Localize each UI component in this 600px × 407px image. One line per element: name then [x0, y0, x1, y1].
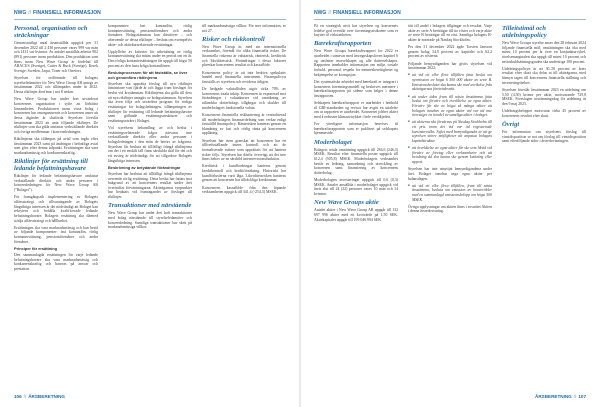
report-label: ÅRSBERETNING — [28, 394, 65, 399]
body-paragraph: Bolagets totala omsättning uppgick till 284,6 (246,3) MSEK. Resultat efter finansiella poster uppgick till 612,4 (505,8) MSEK. Moderbolagets verksamhet består av ledning, samordning och utveckling av koncernen samt finansiering av koncernens dotterbolag. — [314, 147, 398, 175]
bullet-item: ■ att överlåtelse av egna aktier får ske som likvid vid förvärv av företag eller verksamheter och att betalning då ska kunna ske genom kvittning eller apport. — [408, 146, 492, 165]
section-heading: Tilleitstimål och utdelningspolicy — [502, 25, 547, 39]
body-paragraph: Selskapets bærekraftsrapport er utarbeidet i henhold til GRI-standarden og revisor har avgitt en uttalelse om at rapporten er utarbeidet. Konsernet jobber aktivt med å redusere klimaavtrykket i hele verdikjeden. — [314, 101, 398, 119]
body-paragraph: New Wave Group har under året haft transaktioner med bolag närstående till styrelseledamöter och koncernledning. Samtliga transaktioner har skett på marknadsmässiga villkor. — [108, 211, 192, 230]
body-paragraph: Den sammanlagda ersättningen för varje ledande befattningshavare ska vara marknadsmässig och konkurrenskraftig och baseras på ansvar och prestation. — [14, 252, 98, 271]
page-footer — [14, 393, 65, 401]
right-page — [300, 0, 600, 407]
body-paragraph: Övriga upplysningar om aktien finns i avsnittet Aktien i denna årsredovisning. — [408, 204, 492, 214]
body-paragraph: Styrelsen ska upprätta förslag till nya riktlinjer åtminstone vart fjärde år och lägga fram förslaget för beslut vid årsstämman. Riktlinjerna ska gälla till dess att nya riktlinjer antagits av bolagsstämman. Styrelsen ska även följa och utvärdera program för rörliga ersättningar för bolagsledningen, tillämpningen av riktlinjer för ersättning till ledande befattningshavare samt gällande ersättningsstrukturer och ersättningsnivåer i Bolaget. — [108, 81, 192, 123]
section-label: FINANSIELL INFORMASJON — [33, 10, 101, 16]
page-number: 107 — [578, 394, 586, 399]
section-heading: Risker och riskkontroll — [202, 35, 265, 43]
body-paragraph: Styrelsen har inte utnyttjat bemyndigandena under året. Bolaget innehar inga egna aktier per balansdagen. — [408, 167, 492, 181]
body-paragraph: Styrelsen för ordförande till bolagets styrelseledamöter för New Wave Group AB antogs av årsstämman 2022 och tillämpades under år 2022. Dessa riktlinjer återfinns i not 8 nedan. — [14, 76, 98, 95]
body-paragraph: Koncernens finansiella riskhantering är centraliserad till moderbolagets finansavdelning som verkar enligt fastställd finanspolicy. Ränterisken hanteras genom en blandning av fast och rörlig ränta på koncernens upplåning. — [202, 112, 286, 136]
bullet-item: ■ att under tiden fram till nästa årsstämma fatta beslut om förvärv och överlåtelse av egna aktier. Förvärv får ske av högst så många aktier att bolagets innehav av egna aktier vid var tid inte överstiger en tiondel av samtliga aktier i bolaget. — [408, 95, 492, 118]
text-column-2 — [408, 24, 492, 387]
body-paragraph: På en strategisk nivå har styrelsen og konsernets ledelse god oversikt over forretningsrisikoene som er knyttet til virksomheten. — [314, 24, 398, 38]
bullet-list — [408, 73, 492, 164]
report-label: ÅRSBERETNING — [535, 394, 572, 399]
bullet-item: ■ att vid ett eller flera tillfällen fatta beslut om nyemission av högst 6 500 000 aktier av serie B. Emissionsbeslutet ska kunna ske med avvikelse från aktieägarnas företrädesrätt. — [408, 73, 492, 92]
page-number: 106 — [14, 394, 22, 399]
running-header — [314, 9, 584, 17]
body-paragraph: Styrelsen föreslår årsstämman 2023 en utdelning om 5,50 (4,50) kronor per aktie, motsvarande 729,8 MSEK. Föreslagen avstämningsdag för utdelning är den 9 maj 2023. — [502, 87, 586, 106]
body-paragraph: De hedgade valutaflöden utgör cirka 70% av koncernens totala inköp. Koncernen är exponerad mot förändringar i valutakurser vid omräkning av utländska dotterbolags tillgångar och skulder till moderbolagets funktionella valuta. — [202, 87, 286, 110]
header-rule — [314, 19, 586, 20]
body-paragraph: For ytterligere informasjon henvises til bærekraftsrapporten som er publisert på selskapets hjemmeside. — [314, 122, 398, 136]
subsection-heading: Principer för ersättning — [14, 245, 58, 251]
body-paragraph: För information om styrelsens förslag till vinstdisposition se not om förslag till vinstdisposition samt efterföljande sidor i årsredovisningen. — [502, 129, 586, 144]
body-paragraph: Följande bemyndiganden har givits styrelsen vid årsstämman 2022: — [408, 61, 492, 71]
brand-label: NWG — [14, 10, 27, 16]
bullet-list — [408, 184, 492, 203]
body-paragraph: Ersättningen ska vara marknadsmässig och kan bestå av följande komponenter: fast kontantlön, rörlig kontantersättning, pensionsförmåner och andra förmåner. — [14, 225, 98, 244]
body-paragraph: New Wave Groups styrelse anser den 28 februari 2024 följande finansiella mål: omsättningen ska öka med minst 10 procent per år över en konjunkturcykel, rörelsemarginalen ska uppgå till minst 10 procent och nettoskuldsättningsgraden ska understiga 100 procent. — [502, 41, 586, 64]
body-paragraph: Utdelningspolicyn är att 30–50 procent av årets resultat efter skatt ska delas ut till aktieägarna, med hänsyn tagen till koncernens finansiella ställning och investeringsbehov. — [502, 66, 586, 85]
body-paragraph: Antalet aktier i New Wave Group AB uppgår till 132 697 996 aktier med ett kvotvärde på 1,50 SEK. Aktiekapitalet uppgår till 199 046 994 SEK. — [314, 208, 398, 222]
body-paragraph: Moderbolagets investeringar uppgick till 0,6 (0,3) MSEK. Antalet anställda i moderbolaget uppgick vid årets slut till 24 (22) personer varav 10 män och 14 kvinnor. — [314, 178, 398, 197]
body-paragraph: Styrelsen har beslutat att tillfälligt frångå riktlinjerna avseende rörlig ersättning. Detta beslut har fattats mot bakgrund av att koncernens resultat under året överträffat förväntningarna. Aktieägarnas synpunkter har beaktats vid framtagandet av förslaget till riktlinjer. — [108, 171, 192, 200]
body-paragraph: New Wave Group är, med sin internationella verksamhet, föremål för olika finansiella risker. De finansiella riskerna är valutarisk, ränterisk, kreditrisk och likviditetsrisk. Förändringar i dessa faktorer påverkar koncernens resultat och kassaflöde. — [202, 44, 286, 68]
subsection-heading: Beskrivning av betydande förändringar — [108, 164, 181, 170]
section-heading: Bærekraftsrapporten — [314, 40, 372, 48]
body-paragraph: Per den 31 december 2022 ägde Torsten Jansson genom bolag 34,9 procent av kapitalet och 62,2 procent av rösterna. — [408, 45, 492, 59]
body-paragraph: Vid styrelsens behandling av och beslut i ersättningsrelaterade frågor närvarar inte verkställande direktör eller andra personer i bolagsledningen i den mån de berörs av frågorna. Styrelsen får besluta att tillfälligt frångå riktlinjerna om det i ett enskilt fall finns särskilda skäl för det och ett avsteg är nödvändigt för att tillgodose Bolagets långsiktiga intressen. — [108, 126, 192, 163]
header-separator: // — [328, 10, 332, 16]
subsection-heading: Beslutsprocessen för att fastställa, se över och genomföra riktlinjerna — [108, 69, 188, 80]
body-paragraph: Uppfyllelse av kriterier för utbetalning av rörlig kontantersättning ska mätas under en period om ett år. Den rörliga kontantersättningen får uppgå till högst 50 procent av den fasta årliga kontantlönen. — [108, 49, 192, 68]
body-paragraph: Koncernens kassaflöde från den löpande verksamheten uppgick till 341,4 (-254,3) MSEK. — [202, 185, 286, 195]
body-paragraph: New Wave Groups bærekraftsrapport for 2022 er utarbeidet i samsvar med årsregnskapsloven kapittel 6 og omfatter morselskapet og alle datterselskaper. Rapporten inneholder informasjon om miljø, sosiale forhold, personal, respekt for menneskerettigheter og bekjempelse av korrupsjon. — [314, 49, 398, 77]
section-heading: New Wave Groups aktie — [314, 199, 379, 207]
text-column-1 — [314, 24, 398, 387]
text-column-3 — [502, 24, 586, 387]
body-paragraph: Riktlinjerna ska tillämpas på avtal som ingås efter årsstämman 2023 samt på ändringar i befintliga avtal som görs efter denna tidpunkt. Ersättningen ska vara marknadsmässig och konkurrenskraftig. — [14, 136, 98, 155]
section-label: FINANSIELL INFORMASJON — [333, 10, 401, 16]
body-paragraph: Utdelningsbeloppet motsvarar cirka 45 procent av koncernens resultat efter skatt. — [502, 109, 586, 118]
body-paragraph: Koncernens policy är att inte bedriva spekulativ handel med finansiella instrument. Finanspolicyn fastställs av styrelsen och revideras årligen. — [202, 70, 286, 84]
bullet-item: ■ att vid ett eller flera tillfällen, fram till nästa årsstämma, besluta om emission av konvertibler med en sammanlagd emissionsbelopp om högst 500 MSEK. — [408, 184, 492, 203]
footer-separator: // — [23, 394, 27, 399]
body-paragraph: tätt till andel i bolagets tillgångar och resultat. Varje aktie av serie A berättigar till tio röster och varje aktie av serie B berättigar till en röst. Samtliga bolagets B-aktier är noterade på Nasdaq Stockholm. — [408, 24, 492, 42]
body-paragraph: Kreditrisk i kundfordringar hanteras genom kreditkontroll och kreditförsäkring. Historiskt har kundförlusterna varit låga. Likviditetsrisken hanteras genom att koncernen har tillräckliga kreditramar. — [202, 164, 286, 183]
body-paragraph: Det systematiske arbeidet med bærekraft er integrert i konsernets forretningsmodell og beskrives nærmere i bærekraftsrapporten på sidene som følger i denne årsrapporten. — [314, 79, 398, 98]
text-column-1 — [14, 24, 98, 387]
body-paragraph: till marknadsmässiga villkor. För mer information, se not 27. — [202, 24, 286, 33]
body-paragraph: För framgångsrik implementering av Bolagets affärsstrategi och tillvaratagande av Bolagets långsiktiga intressen är det nödvändigt att Bolaget kan rekrytera och behålla kvalificerade ledande befattningshavare. Bolagets ersättning ska därmed stödja affärsstrategi och hållbarhet. — [14, 195, 98, 223]
bullet-item: ■ att aktierna ska förvärvas på Nasdaq Stockholm till ett pris inom det vid var tid registrerade kursintervallet. Syftet med bemyndigandet är att ge styrelsen större möjligheter att anpassa bolagets kapitalstruktur. — [408, 120, 492, 143]
body-paragraph: komponenter: fast kontantlön, rörlig kontantersättning, pensionsförmåner och andra förmåner. Bolagsstämman kan därutöver – och oberoende av dessa riktlinjer – besluta om exempelvis aktie- och aktiekursrelaterade ersättningar. — [108, 24, 192, 47]
body-paragraph: Genomsnittligt antal årsanställda uppgick per 31 december 2022 till 2 430 personer varav 999 var män och 1431 var kvinnor. Av antalet anställda arbetar 902 (891) personer inom produktion. Den produktion som finns inom New Wave Group är fördelad till ABACUS (Sverige), Cutter & Buck (Sverige), Kerek Sverige, Sweden, Jaqui, Toner och Orrefors. — [14, 41, 98, 73]
header-rule — [14, 19, 286, 20]
text-column-2 — [108, 24, 192, 387]
body-paragraph: Styrelsen har även granskat att koncernen har en tillfredsställande intern kontroll och att de formaliserade rutiner som upprättats för att hantera risker följs. Styrelsen har därför övervägt att det inte finns behov av en särskild internrevisionsfunktion. — [202, 138, 286, 162]
text-column-3 — [202, 24, 286, 387]
header-separator: // — [28, 10, 32, 16]
body-paragraph: Riktlinjer för ledande befattningshavare omfattar verkställande direktör och andra personer i koncernledningen för New Wave Group AB ("Bolaget"). — [14, 174, 98, 193]
brand-label: NWG — [314, 10, 327, 16]
section-heading: Övrigt — [502, 120, 520, 128]
running-header — [14, 9, 284, 17]
section-heading: Moderbolaget — [314, 138, 352, 146]
page-footer — [535, 393, 586, 401]
body-paragraph: New Wave Group har under året utvärderat koncernens organisation i syfte att förbättra lönsamheten. Produktionen inom vissa bolag i koncernen har omorganiserats och koncernen anser att dessa åtgärder är slutförda. Styrelsen föreslår årsstämman 2023 att anta följande riktlinjer. De riktlinjer som ska gälla omfattar verkställande direktör och övriga medlemmar i koncernledningen. — [14, 97, 98, 134]
section-heading: Transaktioner med närstående — [108, 202, 192, 210]
section-heading: Personal, organisation och sträckningar — [14, 25, 88, 39]
footer-separator: // — [573, 394, 577, 399]
section-heading: Riktlinjer för ersättning till ledande befattningshavare — [14, 158, 88, 173]
